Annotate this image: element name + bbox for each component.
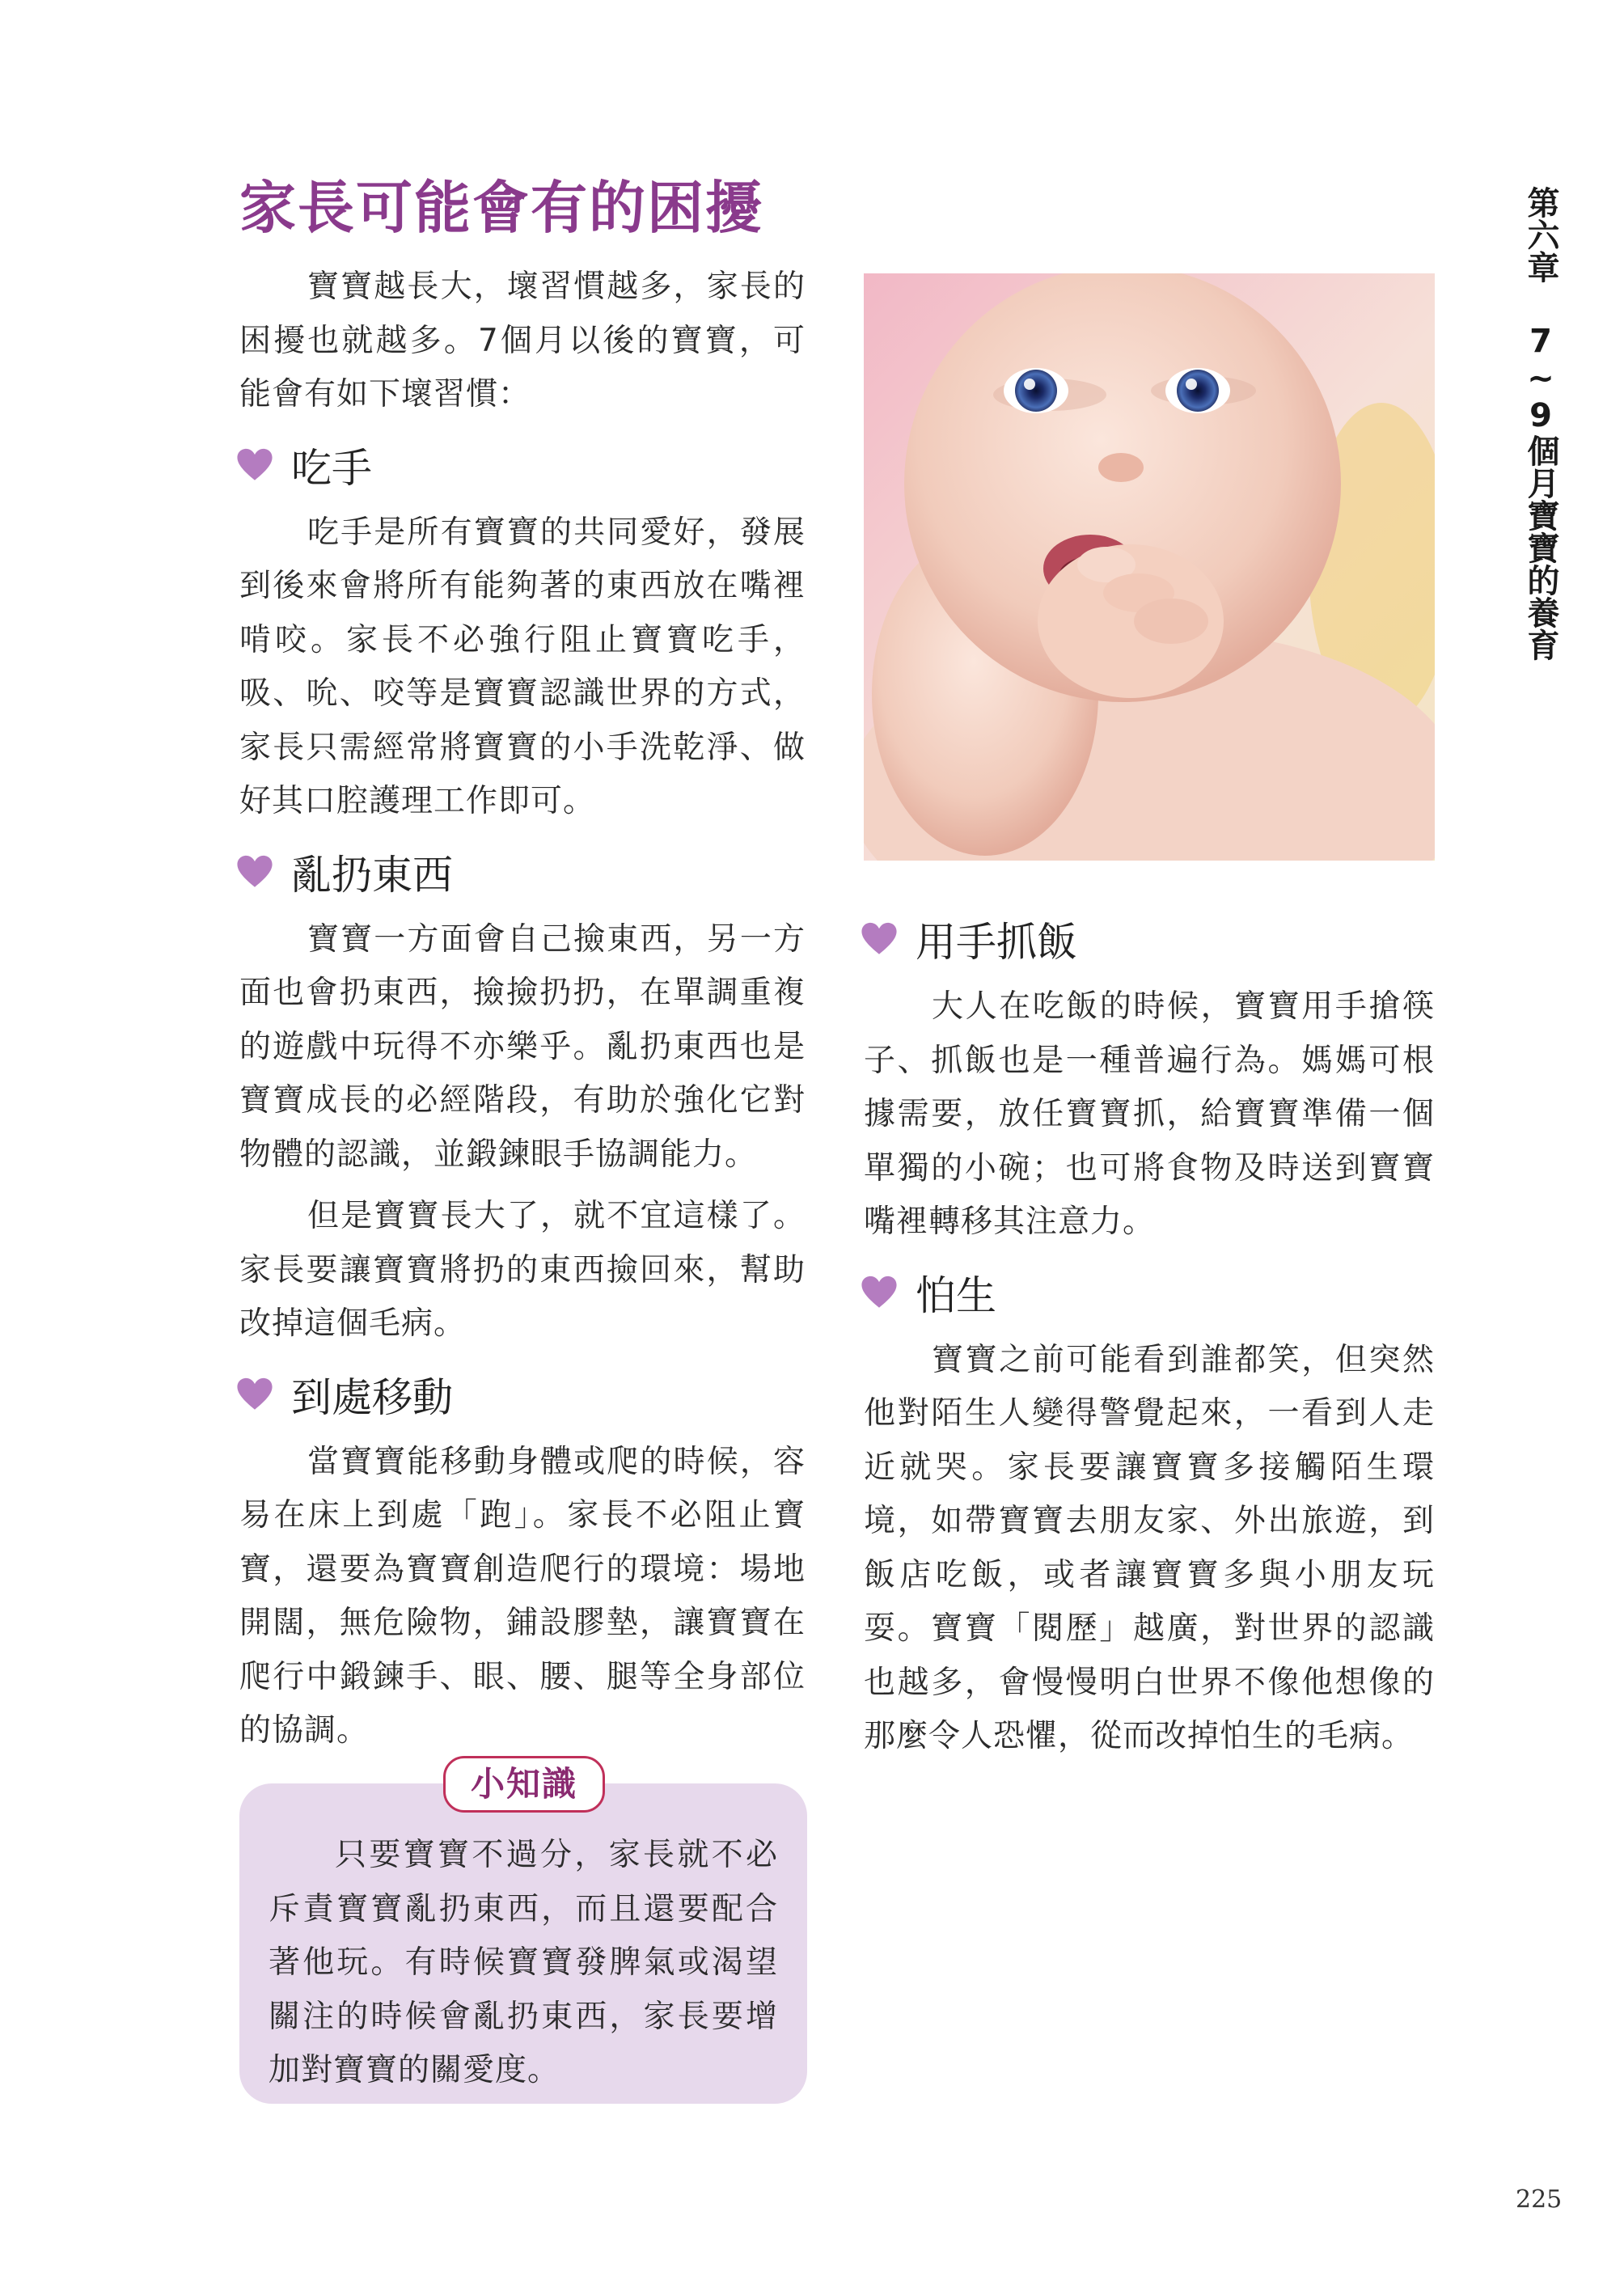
chapter-title: 7~9個月寶寶的養育 <box>1522 323 1559 661</box>
section-heading-label: 用手抓飯 <box>916 919 1077 966</box>
tip-badge: 小知識 <box>443 1756 605 1813</box>
section-paragraph: 當寶寶能移動身體或爬的時候，容易在床上到處「跑」。家長不必阻止寶寶，還要為寶寶創造爬行的環境：場地開闊，無危險物，鋪設膠墊，讓寶寶在爬行中鍛鍊手、眼、腰、腿等全身部位的協調。 <box>239 1443 806 1749</box>
heart-icon <box>236 1376 273 1413</box>
baby-photo <box>864 273 1435 861</box>
section-heading-label: 吃手 <box>291 444 372 492</box>
page-number: 225 <box>1516 2185 1563 2214</box>
chapter-label <box>1520 186 1561 668</box>
section-heading-moving-around <box>236 1366 806 1423</box>
page-title: 家長可能會有的困擾 <box>239 175 763 241</box>
section-heading-label: 到處移動 <box>291 1373 453 1421</box>
heart-icon <box>861 1274 898 1311</box>
tip-box <box>239 1764 807 2104</box>
section-paragraph: 吃手是所有寶寶的共同愛好，發展到後來會將所有能夠著的東西放在嘴裡啃咬。家長不必強行阻止寶寶吃手，吸、吮、咬等是寶寶認識世界的方式，家長只需經常將寶寶的小手洗乾淨、做好其口腔護理工作即可。 <box>239 514 806 819</box>
section-heading-throwing-things <box>236 844 806 900</box>
baby-photo-illustration <box>864 273 1435 861</box>
intro-paragraph: 寶寶越長大，壞習慣越多，家長的困擾也就越多。7個月以後的寶寶，可能會有如下壞習慣： <box>239 269 806 412</box>
section-heading-label: 亂扔東西 <box>291 851 453 899</box>
section-paragraph: 大人在吃飯的時候，寶寶用手搶筷子、抓飯也是一種普遍行為。媽媽可根據需要，放任寶寶抓，給寶寶準備一個單獨的小碗；也可將食物及時送到寶寶嘴裡轉移其注意力。 <box>864 988 1435 1240</box>
heart-icon <box>236 446 273 484</box>
heart-icon <box>236 853 273 891</box>
heart-icon <box>861 920 898 958</box>
section-paragraph: 寶寶之前可能看到誰都笑，但突然他對陌生人變得警覺起來，一看到人走近就哭。家長要讓寶寶多接觸陌生環境，如帶寶寶去朋友家、外出旅遊，到飯店吃飯，或者讓寶寶多與小朋友玩耍。寶寶「閱歷」越廣，對世界的認識也越多，會慢慢明白世界不像他想像的那麼令人恐懼，從而改掉怕生的毛病。 <box>864 1341 1435 1754</box>
section-heading-eating-hands <box>236 437 806 493</box>
right-column <box>864 896 1435 1772</box>
tip-text: 只要寶寶不過分，家長就不必斥責寶寶亂扔東西，而且還要配合著他玩。有時候寶寶發脾氣或渴望關注的時候會亂扔東西，家長要增加對寶寶的關愛度。 <box>269 1837 778 2088</box>
section-paragraph: 但是寶寶長大了，就不宜這樣了。家長要讓寶寶將扔的東西撿回來，幫助改掉這個毛病。 <box>239 1198 806 1342</box>
chapter-number: 第六章 <box>1522 186 1559 283</box>
section-heading-stranger-anxiety <box>861 1264 1435 1321</box>
section-heading-label: 怕生 <box>916 1271 996 1319</box>
section-paragraph: 寶寶一方面會自己撿東西，另一方面也會扔東西，撿撿扔扔，在單調重複的遊戲中玩得不亦樂乎。亂扔東西也是寶寶成長的必經階段，有助於強化它對物體的認識，並鍛鍊眼手協調能力。 <box>239 920 806 1173</box>
left-column <box>239 260 806 1766</box>
section-heading-eating-with-hands <box>861 911 1435 967</box>
